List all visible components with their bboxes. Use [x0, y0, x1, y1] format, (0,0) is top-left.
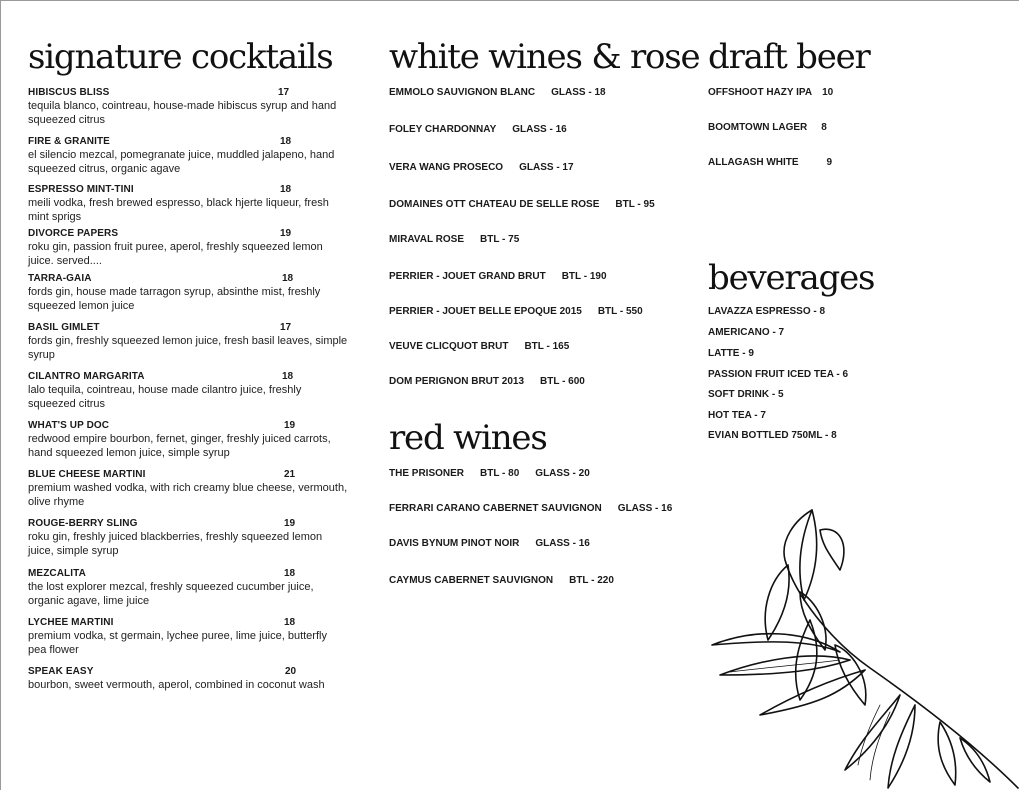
- beverage-item: AMERICANO - 7: [708, 327, 785, 338]
- cocktail-name: FIRE & GRANITE: [28, 136, 110, 147]
- cocktail-item: [28, 227, 348, 268]
- white-wines-heading: white wines & rose: [389, 37, 700, 77]
- wine-name: DAVIS BYNUM PINOT NOIR: [389, 538, 520, 549]
- cocktail-description: lalo tequila, cointreau, house made cilantro juice, freshly squeezed citrus: [28, 384, 302, 410]
- wine-item: [389, 270, 607, 283]
- wine-item: [389, 161, 574, 174]
- cocktail-price: 18: [284, 568, 296, 579]
- wine-price: GLASS - 17: [519, 162, 574, 173]
- wine-item: [389, 233, 519, 246]
- wine-price: GLASS - 16: [617, 503, 673, 514]
- cocktail-item: [28, 616, 348, 657]
- wine-price: BTL - 165: [524, 341, 570, 352]
- cocktail-name: CILANTRO MARGARITA: [28, 371, 145, 382]
- cocktail-name: LYCHEE MARTINI: [28, 617, 114, 628]
- wine-price: BTL - 220: [569, 575, 614, 586]
- beer-name: OFFSHOOT HAZY IPA: [708, 87, 813, 98]
- beer-item: [708, 86, 833, 99]
- wine-price: GLASS - 20: [535, 468, 590, 479]
- cocktail-name: SPEAK EASY: [28, 666, 94, 677]
- wine-item: [389, 537, 590, 550]
- cocktail-name: MEZCALITA: [28, 568, 86, 579]
- wine-item: [389, 305, 643, 318]
- wine-name: PERRIER - JOUET BELLE EPOQUE 2015: [389, 306, 582, 317]
- beer-name: BOOMTOWN LAGER: [708, 122, 808, 133]
- palm-leaf-illustration: [700, 500, 1020, 791]
- beer-item: [708, 121, 827, 134]
- beverage-item: LATTE - 9: [708, 348, 754, 359]
- cocktail-price: 20: [285, 666, 297, 677]
- beer-price: 8: [821, 122, 827, 133]
- wine-name: THE PRISONER: [389, 468, 465, 479]
- wine-name: DOMAINES OTT CHATEAU DE SELLE ROSE: [389, 199, 600, 210]
- wine-item: [389, 467, 590, 480]
- wine-item: [389, 198, 655, 211]
- wine-price: BTL - 600: [540, 376, 585, 387]
- cocktail-price: 17: [280, 322, 292, 333]
- cocktail-item: [28, 135, 348, 176]
- cocktail-item: [28, 567, 348, 608]
- cocktail-price: 18: [282, 273, 294, 284]
- cocktail-item: [28, 665, 348, 692]
- cocktail-price: 18: [280, 184, 292, 195]
- cocktail-description: el silencio mezcal, pomegranate juice, muddled jalapeno, hand squeezed citrus, organic agave: [28, 149, 335, 175]
- cocktail-name: WHAT'S UP DOC: [28, 420, 110, 431]
- red-wines-heading: red wines: [389, 418, 547, 458]
- cocktail-price: 18: [282, 371, 294, 382]
- wine-name: VEUVE CLICQUOT BRUT: [389, 341, 509, 352]
- beverage-item: PASSION FRUIT ICED TEA - 6: [708, 369, 849, 380]
- cocktail-item: [28, 517, 348, 558]
- cocktail-price: 17: [278, 87, 290, 98]
- beer-name: ALLAGASH WHITE: [708, 157, 799, 168]
- wine-name: PERRIER - JOUET GRAND BRUT: [389, 271, 546, 282]
- wine-price: GLASS - 16: [512, 124, 567, 135]
- wine-item: [389, 574, 614, 587]
- cocktail-name: TARRA-GAIA: [28, 273, 92, 284]
- cocktail-item: [28, 321, 348, 362]
- wine-item: [389, 86, 606, 99]
- beverages-heading: beverages: [708, 258, 875, 298]
- cocktail-price: 18: [284, 617, 296, 628]
- cocktail-description: roku gin, passion fruit puree, aperol, freshly squeezed lemon juice. served....: [28, 241, 323, 267]
- wine-name: VERA WANG PROSECO: [389, 162, 504, 173]
- wine-item: [389, 340, 569, 353]
- wine-name: FOLEY CHARDONNAY: [389, 124, 497, 135]
- wine-name: DOM PERIGNON BRUT 2013: [389, 376, 525, 387]
- cocktail-item: [28, 468, 348, 509]
- cocktail-name: ESPRESSO MINT-TINI: [28, 184, 134, 195]
- wine-price: BTL - 190: [561, 271, 607, 282]
- cocktail-name: DIVORCE PAPERS: [28, 228, 119, 239]
- beer-price: 9: [826, 157, 833, 168]
- cocktail-item: [28, 86, 348, 127]
- wine-price: GLASS - 18: [551, 87, 606, 98]
- wine-price: BTL - 95: [615, 199, 655, 210]
- cocktail-price: 19: [284, 518, 296, 529]
- cocktail-description: the lost explorer mezcal, freshly squeezed cucumber juice, organic agave, lime juice: [28, 581, 314, 607]
- beverage-item: LAVAZZA ESPRESSO - 8: [708, 306, 826, 317]
- cocktail-description: premium vodka, st germain, lychee puree, lime juice, butterfly pea flower: [28, 630, 327, 656]
- wine-price: BTL - 75: [480, 234, 520, 245]
- wine-name: CAYMUS CABERNET SAUVIGNON: [389, 575, 554, 586]
- wine-name: EMMOLO SAUVIGNON BLANC: [389, 87, 536, 98]
- cocktail-item: [28, 272, 348, 313]
- wine-item: [389, 375, 585, 388]
- cocktail-description: bourbon, sweet vermouth, aperol, combined in coconut wash: [28, 679, 325, 691]
- cocktail-price: 18: [280, 136, 292, 147]
- wine-name: MIRAVAL ROSE: [389, 234, 465, 245]
- cocktail-description: roku gin, freshly juiced blackberries, freshly squeezed lemon juice, simple syrup: [28, 531, 323, 557]
- beverage-item: SOFT DRINK - 5: [708, 389, 784, 400]
- cocktail-item: [28, 183, 348, 224]
- wine-price: GLASS - 16: [535, 538, 590, 549]
- wine-name: FERRARI CARANO CABERNET SAUVIGNON: [389, 503, 602, 514]
- beverage-item: HOT TEA - 7: [708, 410, 766, 421]
- cocktail-name: ROUGE-BERRY SLING: [28, 518, 138, 529]
- cocktail-price: 19: [284, 420, 296, 431]
- cocktail-description: meili vodka, fresh brewed espresso, black hjerte liqueur, fresh mint sprigs: [28, 197, 329, 223]
- cocktail-description: tequila blanco, cointreau, house-made hibiscus syrup and hand squeezed citrus: [28, 100, 337, 126]
- cocktail-description: redwood empire bourbon, fernet, ginger, freshly juiced carrots, hand squeezed lemon juice, simple syrup: [28, 433, 331, 459]
- cocktail-item: [28, 419, 348, 460]
- cocktail-description: fords gin, house made tarragon syrup, absinthe mist, freshly squeezed lemon juice: [28, 286, 321, 312]
- wine-item: [389, 123, 567, 136]
- cocktail-description: premium washed vodka, with rich creamy blue cheese, vermouth, olive rhyme: [28, 482, 348, 508]
- wine-price: BTL - 80: [480, 468, 520, 479]
- draft-beer-heading: draft beer: [708, 37, 870, 77]
- cocktail-name: HIBISCUS BLISS: [28, 87, 110, 98]
- cocktail-price: 19: [280, 228, 292, 239]
- wine-item: [389, 502, 672, 515]
- beer-price: 10: [822, 87, 834, 98]
- beverage-item: EVIAN BOTTLED 750ML - 8: [708, 430, 837, 441]
- cocktail-name: BLUE CHEESE MARTINI: [28, 469, 146, 480]
- cocktail-name: BASIL GIMLET: [28, 322, 100, 333]
- cocktail-item: [28, 370, 348, 411]
- cocktail-price: 21: [284, 469, 296, 480]
- beer-item: [708, 156, 832, 169]
- wine-price: BTL - 550: [597, 306, 643, 317]
- cocktail-description: fords gin, freshly squeezed lemon juice, fresh basil leaves, simple syrup: [28, 335, 348, 361]
- cocktails-heading: signature cocktails: [28, 37, 333, 77]
